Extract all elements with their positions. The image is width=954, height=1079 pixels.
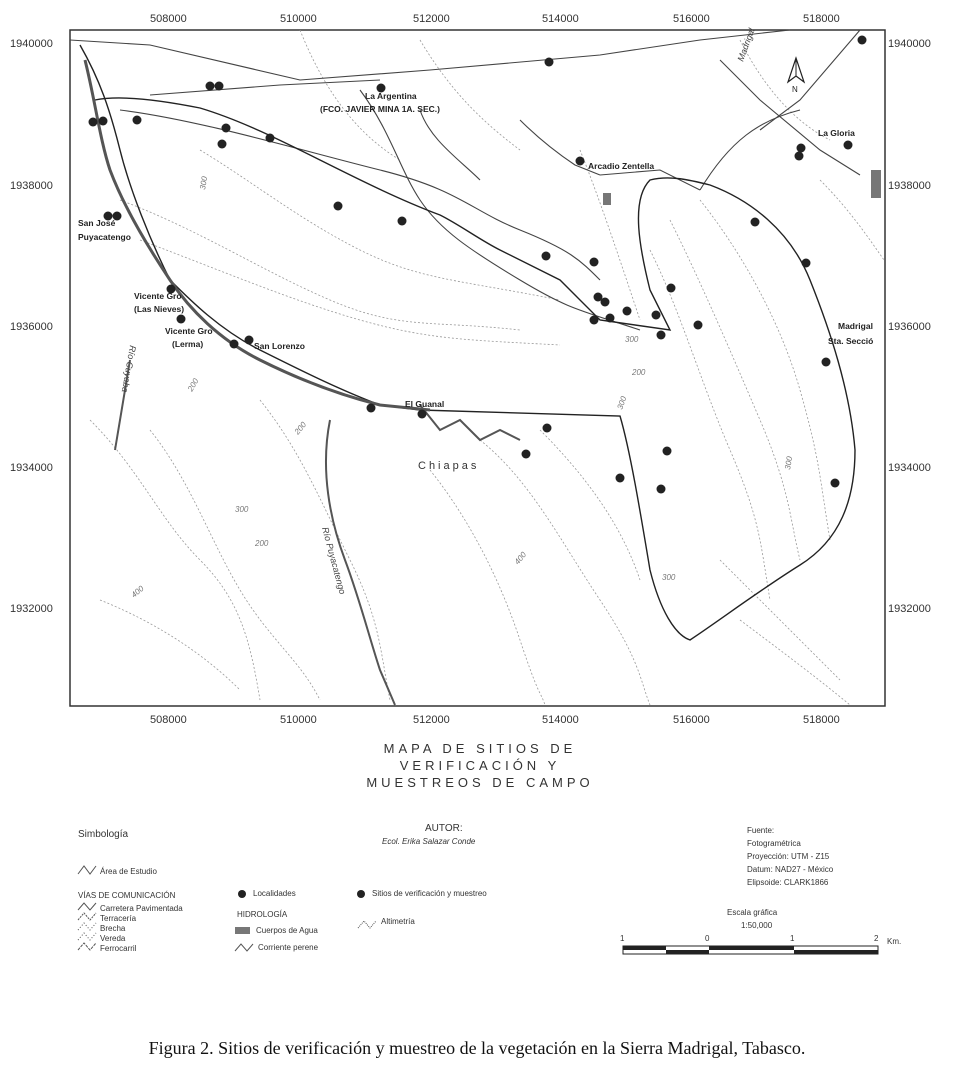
sampling-site-dot [831, 479, 840, 488]
x-tick-label: 508000 [150, 13, 187, 25]
x-tick-label: 510000 [280, 714, 317, 726]
sampling-site-dot [797, 144, 806, 153]
sampling-site-dot [751, 218, 760, 227]
legend-locality-dot [238, 890, 246, 898]
sampling-site-dot [844, 141, 853, 150]
scale-tick-1: 1 [790, 934, 795, 943]
x-tick-label: 516000 [673, 714, 710, 726]
sampling-site-dot [601, 298, 610, 307]
sampling-site-dot [418, 410, 427, 419]
y-tick-label: 1934000 [10, 462, 53, 474]
sampling-site-dot [367, 404, 376, 413]
contour-label: 400 [129, 584, 146, 600]
map-title-line-2: VERIFICACIÓN Y [399, 758, 561, 773]
locality-arcadio-zentella: Arcadio Zentella [588, 161, 655, 171]
x-ticks-bottom [150, 714, 840, 726]
author-label: AUTOR: [425, 823, 463, 834]
locality-fco-javier-mina: (FCO. JAVIER MINA 1A. SEC.) [320, 104, 440, 114]
sampling-site-dot [177, 315, 186, 324]
sampling-site-dot [206, 82, 215, 91]
y-ticks-right [888, 38, 931, 615]
map-title-line-3: MUESTREOS DE CAMPO [366, 775, 594, 790]
water-body [603, 193, 611, 205]
sampling-site-dot [606, 314, 615, 323]
x-ticks-top [150, 13, 840, 25]
x-tick-label: 512000 [413, 13, 450, 25]
source-line-4: Datum: NAD27 - México [747, 865, 834, 874]
sampling-site-dot [398, 217, 407, 226]
sampling-site-dot [822, 358, 831, 367]
y-tick-label: 1940000 [888, 38, 931, 50]
locality-puyacatengo: Puyacatengo [78, 232, 131, 242]
y-tick-label: 1934000 [888, 462, 931, 474]
contour-label: 200 [632, 368, 646, 377]
sampling-site-dot [334, 202, 343, 211]
legend-via-brecha: Brecha [100, 924, 126, 933]
contour-label: 300 [625, 335, 639, 344]
locality-sta-seccion: Sta. Secció [828, 336, 874, 346]
locality-san-jose: San José [78, 218, 116, 228]
north-label: N [792, 85, 798, 94]
source-line-2: Fotogramétrica [747, 839, 801, 848]
legend-title: Simbología [78, 829, 129, 840]
y-tick-label: 1940000 [10, 38, 53, 50]
sampling-site-dot [652, 311, 661, 320]
locality-lerma: (Lerma) [172, 339, 204, 349]
contour-label: 200 [255, 539, 269, 548]
sampling-site-dot [623, 307, 632, 316]
x-tick-label: 510000 [280, 13, 317, 25]
x-tick-label: 508000 [150, 714, 187, 726]
author-name: Ecol. Erika Salazar Conde [382, 837, 476, 846]
y-ticks-left [10, 38, 53, 615]
sampling-site-dot [858, 36, 867, 45]
locality-madrigal: Madrigal [838, 321, 873, 331]
sampling-site-dot [795, 152, 804, 161]
contour-label: 300 [783, 455, 795, 471]
region-label-chiapas: Chiapas [418, 460, 480, 472]
river-label-madrigal: Madrigal [735, 26, 757, 63]
contour-label: 200 [185, 376, 201, 393]
sampling-site-dot [89, 118, 98, 127]
y-tick-label: 1938000 [10, 180, 53, 192]
source-line-5: Elipsoide: CLARK1866 [747, 878, 829, 887]
sampling-site-dot [694, 321, 703, 330]
source-line-1: Fuente: [747, 826, 775, 835]
contour-label: 200 [292, 420, 309, 437]
legend-via-terraceria: Terracería [100, 914, 137, 923]
contour-label: 300 [662, 573, 676, 582]
legend-via-paved: Carretera Pavimentada [100, 904, 183, 913]
scale-tick-2: 2 [874, 934, 879, 943]
y-tick-label: 1936000 [888, 321, 931, 333]
sampling-site-dot [245, 336, 254, 345]
legend-vias-title: VÍAS DE COMUNICACIÓN [78, 891, 176, 900]
legend-via-vereda: Vereda [100, 934, 126, 943]
map-title-line-1: MAPA DE SITIOS DE [383, 741, 577, 756]
scale-tick-0: 0 [705, 934, 710, 943]
legend-sitios: Sitios de verificación y muestreo [372, 889, 487, 898]
sampling-site-dot [542, 252, 551, 261]
figure-caption: Figura 2. Sitios de verificación y muestreo de la vegetación en la Sierra Madrigal, Tabasco. [148, 1038, 806, 1058]
scale-unit: Km. [887, 937, 902, 946]
legend-cuerpos-agua: Cuerpos de Agua [256, 926, 318, 935]
sampling-site-dot [545, 58, 554, 67]
locality-la-gloria: La Gloria [818, 128, 855, 138]
locality-las-nieves: (Las Nieves) [134, 304, 185, 314]
locality-san-lorenzo: San Lorenzo [254, 341, 306, 351]
sampling-site-dot [133, 116, 142, 125]
sampling-site-dot [576, 157, 585, 166]
source-line-3: Proyección: UTM - Z15 [747, 852, 830, 861]
legend-via-ferrocarril: Ferrocarril [100, 944, 137, 953]
contour-label: 300 [615, 395, 629, 411]
contour-label: 300 [235, 505, 249, 514]
y-tick-label: 1936000 [10, 321, 53, 333]
map-frame [70, 30, 885, 706]
locality-vicente-gro-1: Vicente Gro [134, 291, 182, 301]
sampling-site-dot [590, 316, 599, 325]
sampling-site-dot [616, 474, 625, 483]
y-tick-label: 1932000 [10, 603, 53, 615]
legend-area: Área de Estudio [100, 867, 157, 876]
sampling-site-dot [218, 140, 227, 149]
locality-el-guanal: El Guanal [405, 399, 445, 409]
scale-tick-1-left: 1 [620, 934, 625, 943]
x-tick-label: 518000 [803, 13, 840, 25]
sampling-site-dot [663, 447, 672, 456]
x-tick-label: 512000 [413, 714, 450, 726]
sampling-site-dot [99, 117, 108, 126]
x-tick-label: 514000 [542, 714, 579, 726]
sampling-site-dot [543, 424, 552, 433]
sampling-site-dot [266, 134, 275, 143]
sampling-site-dot [522, 450, 531, 459]
water-body [871, 170, 881, 198]
sampling-site-dot [667, 284, 676, 293]
sampling-site-dot [657, 331, 666, 340]
legend-corriente: Corriente perene [258, 943, 319, 952]
sampling-site-dot [230, 340, 239, 349]
x-tick-label: 514000 [542, 13, 579, 25]
y-tick-label: 1938000 [888, 180, 931, 192]
x-tick-label: 516000 [673, 13, 710, 25]
legend-localidades: Localidades [253, 889, 296, 898]
river-label-cuyaba: Río Cuyaba [119, 344, 138, 394]
legend-site-dot [357, 890, 365, 898]
river-label-puyacatengo: Río Puyacatengo [320, 525, 348, 596]
locality-vicente-gro-2: Vicente Gro [165, 326, 213, 336]
legend-altimetria: Altimetría [381, 917, 415, 926]
y-tick-label: 1932000 [888, 603, 931, 615]
sampling-site-dot [657, 485, 666, 494]
x-tick-label: 518000 [803, 714, 840, 726]
sampling-site-dot [802, 259, 811, 268]
locality-la-argentina: La Argentina [365, 91, 417, 101]
sampling-site-dot [215, 82, 224, 91]
scale-ratio: 1:50,000 [741, 921, 773, 930]
scale-bar [623, 946, 878, 954]
legend-water-swatch [235, 927, 250, 934]
sampling-site-dot [590, 258, 599, 267]
contour-label: 400 [512, 550, 529, 567]
sampling-site-dot [222, 124, 231, 133]
legend-hidro-title: HIDROLOGÍA [237, 910, 288, 919]
contour-label: 300 [198, 175, 210, 191]
scale-title: Escala gráfica [727, 908, 778, 917]
